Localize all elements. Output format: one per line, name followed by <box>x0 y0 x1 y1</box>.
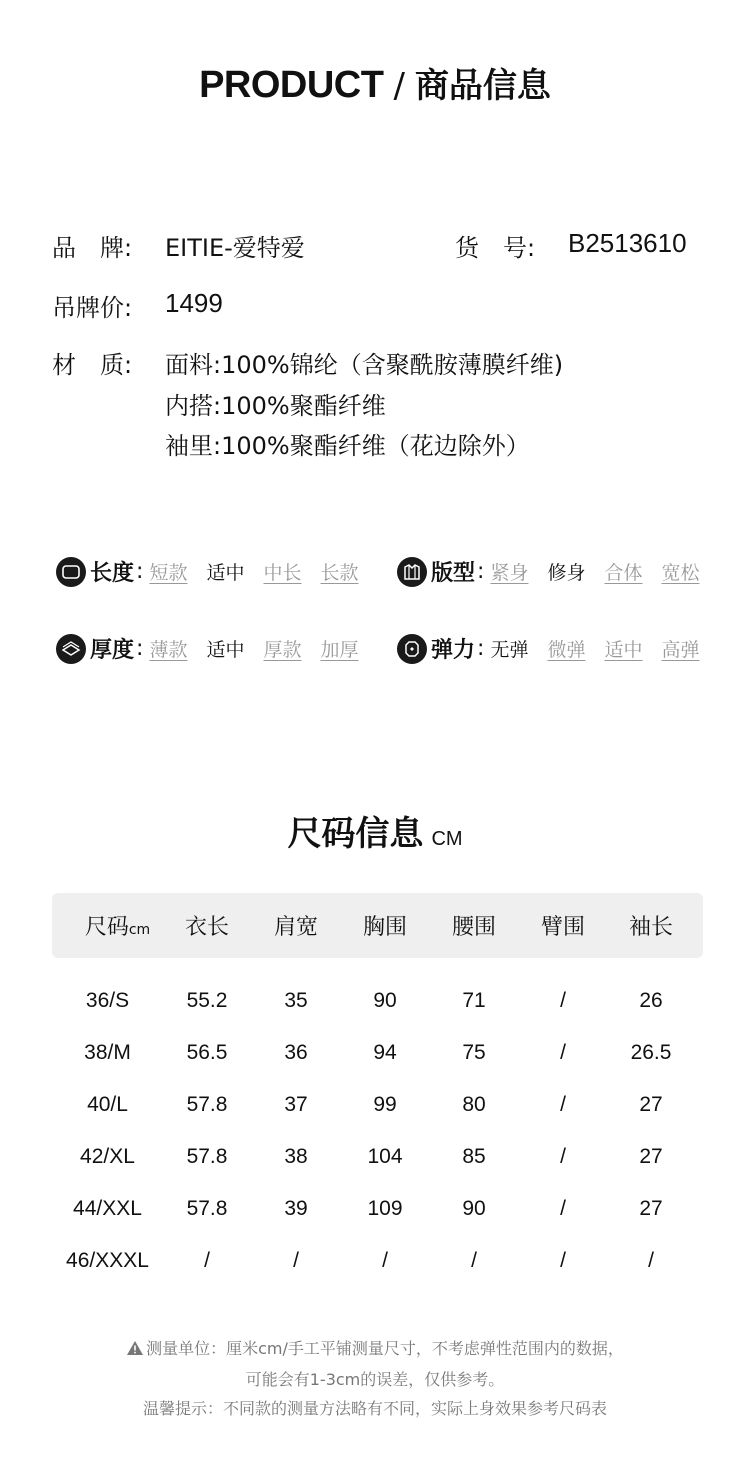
attribute-thickness: 厚度 : 薄款 适中 厚款 加厚 <box>56 633 359 664</box>
table-row <box>52 1142 703 1172</box>
header-shoulder: 肩宽 <box>273 915 318 940</box>
material-line-3: 袖里:100%聚酯纤维（花边除外） <box>165 432 530 460</box>
option-mid-long: 中长 <box>263 562 302 584</box>
table-cell: 56.5 <box>186 1041 228 1064</box>
attribute-label: 弹力 <box>431 638 476 663</box>
table-row <box>52 986 703 1016</box>
length-icon <box>56 557 86 587</box>
table-row <box>52 1246 703 1276</box>
header-waist: 腰围 <box>451 915 496 940</box>
attribute-options <box>149 635 358 662</box>
table-cell: 39 <box>284 1197 308 1220</box>
table-cell: 90 <box>373 989 397 1012</box>
attribute-fit: 版型 : 紧身 修身 合体 宽松 <box>397 556 700 587</box>
material-line-2: 内搭:100%聚酯纤维 <box>165 392 386 420</box>
material-label: 材 质: <box>52 351 133 379</box>
option-high-stretch: 高弹 <box>661 639 700 661</box>
title-en: PRODUCT <box>199 64 384 106</box>
option-short: 短款 <box>149 562 188 584</box>
attribute-label: 版型 <box>431 561 476 586</box>
option-thin: 薄款 <box>149 639 188 661</box>
attribute-options <box>149 558 358 585</box>
attribute-options <box>490 558 699 585</box>
note-line-3: 温馨提示：不同款的测量方法略有不同，实际上身效果参考尺码表 <box>142 1399 607 1418</box>
option-medium: 适中 <box>206 639 245 661</box>
header-length: 衣长 <box>184 915 229 940</box>
table-cell: 104 <box>367 1145 403 1168</box>
option-extra-thick: 加厚 <box>320 639 359 661</box>
table-cell: / <box>471 1249 477 1272</box>
header-size: 尺码cm <box>84 915 151 940</box>
option-medium-stretch: 适中 <box>604 639 643 661</box>
option-long: 长款 <box>320 562 359 584</box>
brand-value: EITIE-爱特爱 <box>165 234 305 262</box>
page-title <box>0 58 750 107</box>
table-cell: / <box>204 1249 210 1272</box>
table-cell: 26 <box>639 989 663 1012</box>
table-cell: / <box>560 1093 566 1116</box>
attribute-elasticity: 弹力 : 无弹 微弹 适中 高弹 <box>397 633 700 664</box>
table-cell: 99 <box>373 1093 397 1116</box>
sku-value: B2513610 <box>568 228 687 258</box>
table-cell: 90 <box>462 1197 486 1220</box>
option-slim: 修身 <box>547 562 586 584</box>
table-cell: 57.8 <box>186 1145 228 1168</box>
note-line-2: 可能会有1-3cm的误差，仅供参考。 <box>245 1370 505 1389</box>
header-arm: 臂围 <box>540 915 585 940</box>
table-row <box>52 1090 703 1120</box>
option-thick: 厚款 <box>263 639 302 661</box>
table-cell: 94 <box>373 1041 397 1064</box>
table-cell: 38/M <box>84 1041 131 1064</box>
option-slight-stretch: 微弹 <box>547 639 586 661</box>
table-cell: 80 <box>462 1093 486 1116</box>
table-cell: / <box>560 1145 566 1168</box>
table-cell: 35 <box>284 989 308 1012</box>
table-cell: 36 <box>284 1041 308 1064</box>
material-line-1: 面料:100%锦纶（含聚酰胺薄膜纤维) <box>165 351 564 379</box>
attribute-label: 厚度 <box>90 638 135 663</box>
option-tight: 紧身 <box>490 562 529 584</box>
elasticity-icon <box>397 634 427 664</box>
table-cell: / <box>648 1249 654 1272</box>
table-cell: 27 <box>639 1145 663 1168</box>
warning-icon <box>126 1336 144 1365</box>
size-title-text: 尺码信息 <box>287 814 424 854</box>
table-cell: / <box>382 1249 388 1272</box>
table-cell: 42/XL <box>80 1145 135 1168</box>
table-cell: 40/L <box>87 1093 128 1116</box>
table-cell: / <box>560 989 566 1012</box>
table-cell: / <box>560 1197 566 1220</box>
attribute-options <box>490 635 699 662</box>
header-chest: 胸围 <box>362 915 407 940</box>
attribute-length: 长度 : 短款 适中 中长 长款 <box>56 556 359 587</box>
table-cell: 55.2 <box>186 989 228 1012</box>
table-cell: 57.8 <box>186 1093 228 1116</box>
note-line-1: 测量单位：厘米cm/手工平铺测量尺寸，不考虑弹性范围内的数据， <box>0 1334 750 1365</box>
size-title-unit: CM <box>431 828 463 850</box>
table-cell: 27 <box>639 1093 663 1116</box>
table-row <box>52 1194 703 1224</box>
price-value: 1499 <box>165 288 223 318</box>
table-row <box>52 1038 703 1068</box>
option-medium: 适中 <box>206 562 245 584</box>
table-cell: 27 <box>639 1197 663 1220</box>
price-label: 吊牌价: <box>52 294 133 322</box>
table-cell: 36/S <box>85 989 130 1012</box>
table-cell: 46/XXXL <box>66 1249 149 1272</box>
table-cell: 75 <box>462 1041 486 1064</box>
option-regular: 合体 <box>604 562 643 584</box>
table-cell: 109 <box>367 1197 403 1220</box>
table-cell: 38 <box>284 1145 308 1168</box>
option-loose: 宽松 <box>661 562 700 584</box>
table-cell: / <box>560 1249 566 1272</box>
brand-label: 品 牌: <box>52 234 133 262</box>
table-cell: 85 <box>462 1145 486 1168</box>
option-no-stretch: 无弹 <box>490 639 529 661</box>
notes <box>0 1334 750 1423</box>
size-title <box>0 806 750 855</box>
size-table-header <box>52 893 703 958</box>
title-separator: / <box>393 66 405 106</box>
table-cell: / <box>293 1249 299 1272</box>
table-cell: 37 <box>284 1093 308 1116</box>
fit-icon <box>397 557 427 587</box>
header-sleeve: 袖长 <box>628 915 673 940</box>
table-cell: 26.5 <box>630 1041 672 1064</box>
title-cn: 商品信息 <box>414 66 551 106</box>
thickness-icon <box>56 634 86 664</box>
table-cell: 71 <box>462 989 486 1012</box>
sku-label: 货 号: <box>455 234 536 262</box>
table-cell: 44/XXL <box>73 1197 142 1220</box>
table-cell: / <box>560 1041 566 1064</box>
attribute-label: 长度 <box>90 561 135 586</box>
table-cell: 57.8 <box>186 1197 228 1220</box>
